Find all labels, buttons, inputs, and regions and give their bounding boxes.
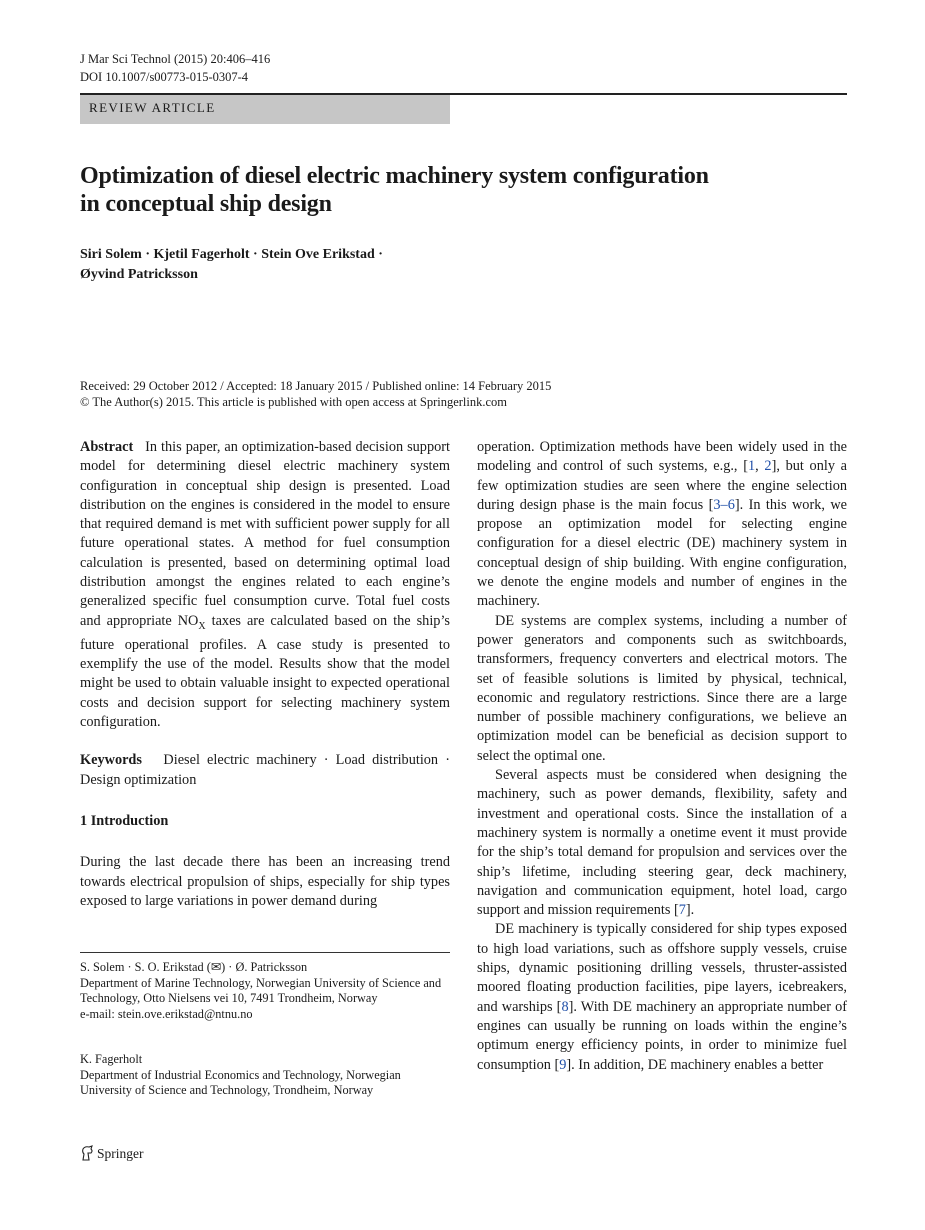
received-dates: Received: 29 October 2012 / Accepted: 18 January 2015 / Published online: 14 February 2015 (80, 379, 552, 393)
citation-link-1[interactable]: 1 (747, 458, 756, 475)
publication-dates (80, 378, 847, 410)
abstract-text-cont: taxes are calculated based on the ship’s future operational profiles. A case study is presented to exemplify the use of the model. Results show that the model might be used to obtain valuable insight to expected operational costs and decision support for selecting machinery system configuration. (80, 612, 450, 731)
keywords (80, 751, 450, 790)
footnote-rule (80, 952, 450, 953)
affiliation-2 (80, 1052, 450, 1099)
citation-link-2[interactable]: 2 (764, 458, 772, 475)
abstract-text: In this paper, an optimization-based decision support model for determining diesel electric machinery system configuration in conceptual ship design is presented. Load distribution on the engines is considered in the model to ensure that required demand is met with sufficient power supply for all future operational states. A method for fuel consumption calculation is presented, based on determining optimal load distribution amongst the engines related to each engine’s generalized specific fuel consumption curve. Total fuel costs and appropriate NO (80, 439, 450, 629)
text-run: ]. In addition, DE machinery enables a better (566, 1056, 824, 1073)
text-run: operation. Optimization methods have been widely used in the modeling and control of such systems, e.g., [ (477, 439, 847, 475)
keywords-label: Keywords (80, 752, 142, 769)
affiliation-2-dept: Department of Industrial Economics and Technology, Norwegian University of Science and Technology, Trondheim, Norway (80, 1067, 401, 1097)
publisher-name: Springer (97, 1146, 144, 1161)
text-run: DE machinery is typically considered for ship types exposed to high load variations, such as offshore supply vessels, cruise ships, dynamic positioning drilling vessels, thruster-assisted moored floating production facilities, pipe layers, icebreakers, and warships [ (477, 921, 847, 1015)
text-run: ]. With DE machinery an appropriate number of engines can usually be running on loads within the engine’s optimum energy efficiency points, in order to minimize fuel consumption [ (477, 998, 847, 1073)
intro-paragraph-3 (477, 766, 847, 920)
citation-link-3-6[interactable]: 3–6 (713, 496, 735, 513)
affiliation-1 (80, 960, 450, 1022)
intro-paragraph-start: During the last decade there has been an increasing trend towards electrical propulsion of ships, especially for ship types exposed to large variations in power demand during (80, 854, 450, 909)
author-list (80, 245, 450, 285)
section-heading-introduction: 1 Introduction (80, 812, 169, 829)
doi: DOI 10.1007/s00773-015-0307-4 (80, 70, 249, 84)
citation-link-8[interactable]: 8 (561, 998, 569, 1015)
authors-line-1: Siri Solem · Kjetil Fagerholt · Stein Ove Erikstad · (80, 247, 383, 262)
springer-horse-icon (80, 1145, 94, 1161)
keywords-text: Diesel electric machinery · Load distribution · Design optimization (80, 752, 450, 788)
citation-link-7[interactable]: 7 (678, 902, 686, 919)
nox-subscript: X (198, 620, 206, 632)
citation: J Mar Sci Technol (2015) 20:406–416 (80, 52, 271, 66)
affiliation-1-dept: Department of Marine Technology, Norwegian University of Science and Technology, Otto Nielsens vei 10, 7491 Trondheim, Norway (80, 975, 442, 1005)
abstract-label: Abstract (80, 439, 134, 455)
affiliation-1-names: S. Solem · S. O. Erikstad (✉) · Ø. Patricksson (80, 960, 308, 974)
affiliation-1-email[interactable]: e-mail: stein.ove.erikstad@ntnu.no (80, 1006, 253, 1021)
title-line-1: Optimization of diesel electric machinery system configuration (80, 163, 709, 189)
authors-line-2: Øyvind Patricksson (80, 267, 198, 282)
text-run: ], but only a few optimization studies are seen where the engine selection during design phase is the main focus [ (477, 458, 848, 513)
citation-link-9[interactable]: 9 (559, 1056, 567, 1073)
abstract (80, 438, 450, 732)
journal-header (80, 50, 270, 86)
article-type-band (80, 95, 450, 124)
text-run: ]. (685, 902, 695, 919)
title-line-2: in conceptual ship design (80, 191, 332, 217)
paper-title (80, 162, 780, 218)
copyright-line: © The Author(s) 2015. This article is published with open access at Springerlink.com (80, 395, 508, 409)
intro-paragraph-cont (477, 438, 847, 612)
right-column (477, 438, 847, 1075)
text-run: Several aspects must be considered when designing the machinery, such as power demands, flexibility, safety and investment and operational costs. Since the installation of a machinery system is normally a onetime event it must provide for the ship’s total demand for propulsion and services over the ship’s lifetime, including steering gear, deck machinery, navigation and communication equipment, hotel load, cargo support and mission requirements [ (477, 767, 847, 919)
intro-paragraph-4 (477, 920, 847, 1074)
affiliation-2-names: K. Fagerholt (80, 1052, 143, 1066)
text-run: , (755, 458, 765, 475)
springer-footer (80, 1145, 144, 1162)
intro-paragraph-2: DE systems are complex systems, including a number of power generators and components such as switchboards, transformers, frequency converters and electrical motors. The set of feasible solutions is limited by physical, technical, economic and regulatory restrictions. Since there are a large number of possible machinery configurations, we believe an optimization model can be beneficial as decision support to select the optimal one. (477, 612, 847, 764)
text-run: ]. In this work, we propose an optimization model for selecting engine configuration for a diesel electric (DE) machinery system in conceptual design of ship building. With engine configuration, we denote the engine models and number of engines in the machinery. (477, 496, 848, 610)
left-column (80, 438, 450, 911)
article-type: REVIEW ARTICLE (89, 100, 216, 115)
